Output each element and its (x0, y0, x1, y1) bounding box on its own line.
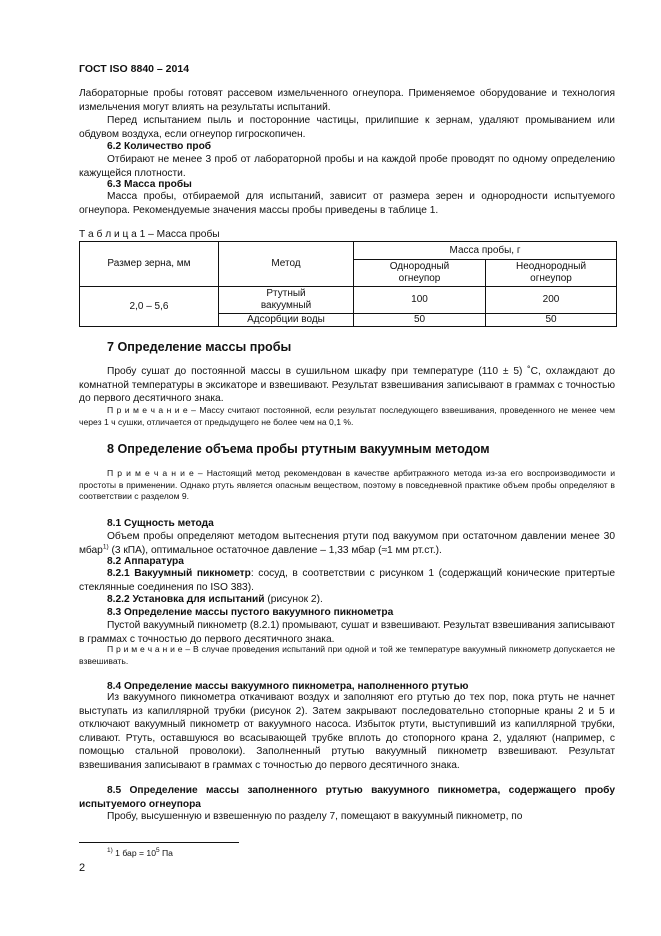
page-number: 2 (79, 862, 86, 874)
section-6-3-title: 6.3 Масса пробы (107, 179, 192, 190)
intro-paragraph-1: Лабораторные пробы готовят рассевом измельченного огнеупора. Применяемое оборудование и технология измельчения могут влиять на результаты испытаний. (79, 88, 615, 113)
footnote (107, 848, 173, 858)
section-8-2-title: 8.2 Аппаратура (107, 556, 184, 567)
cell-method-mercury-line2: вакуумный (260, 300, 312, 311)
section-8-2-1-body: : сосуд, в соответствии с рисунком 1 (содержащий конические притертые стеклянные соединения по ISO 383). (79, 568, 616, 593)
section-8-4-text: Из вакуумного пикнометра откачивают воздух и заполняют его ртутью до тех пор, пока ртуть не начнет выступать из капиллярной трубки (рисунок 2). Затем закрывают последовательно стопорные краны 2 и 5 и отключают вакуумный пикнометр от вакуумного насоса. Избыток ртути, выступивший из капиллярной трубки, сливают. Ртуть, оставшуюся во всасывающей трубке вплоть до стопорного крана 2, удаляют (например, с помощью стальной проволоки). Заполненный ртутью вакуумный пикнометр взвешивают. Результат взвешивания записывают в граммах с точностью до первого десятичного знака. (79, 692, 615, 771)
section-8-note: П р и м е ч а н и е – Настоящий метод рекомендован в качестве арбитражного метода из-за его воспроизводимости и простоты в применении. Однако ртуть является опасным веществом, поэтому в повседневной практике объем пробы определяют в соответствии с разделом 9. (79, 468, 615, 501)
section-7-heading: 7 Определение массы пробы (107, 340, 292, 354)
section-8-5-title: 8.5 Определение массы заполненного ртутью вакуумного пикнометра, содержащего пробу испытуемого огнеупора (79, 785, 615, 810)
section-8-2-1-title: 8.2.1 Вакуумный пикнометр (107, 568, 251, 579)
footnote-text-a: 1 бар = 10 (112, 848, 156, 858)
header-homogeneous (354, 260, 486, 287)
footnote-exponent: 5 (155, 847, 160, 855)
header-method: Метод (219, 242, 354, 287)
footnote-text-b: Па (159, 848, 173, 858)
section-7-text: Пробу сушат до постоянной массы в сушильном шкафу при температуре (110 ± 5) ˚С, охлаждают до комнатной температуры в эксикаторе и взвешивают. Результат взвешивания записывают в граммах с точностью до первого десятичного знака. (79, 366, 615, 404)
cell-water-homogeneous: 50 (354, 314, 486, 327)
header-inhomogeneous-line1: Неоднородный (515, 261, 587, 272)
section-8-heading: 8 Определение объема пробы ртутным вакуумным методом (107, 442, 490, 456)
section-8-2-2-title: 8.2.2 Установка для испытаний (107, 594, 265, 605)
cell-grain-size: 2,0 – 5,6 (80, 287, 219, 327)
section-8-5-text: Пробу, высушенную и взвешенную по разделу 7, помещают в вакуумный пикнометр, по (107, 811, 523, 822)
section-8-3-text: Пустой вакуумный пикнометр (8.2.1) промывают, сушат и взвешивают. Результат взвешивания записывают в граммах с точностью до первого десятичного знака. (79, 620, 615, 645)
section-8-1-text-a: Объем пробы определяют методом вытеснения ртути под вакуумом при остаточном давлении менее 30 мбар (79, 531, 615, 556)
document-header: ГОСТ ISO 8840 – 2014 (79, 63, 190, 75)
section-8-1-text (79, 530, 615, 557)
intro-paragraph-2: Перед испытанием пыль и посторонние частицы, прилипшие к зернам, удаляют промыванием или обдувом воздуха, если огнеупор гигроскопичен. (79, 115, 615, 140)
cell-method-mercury-line1: Ртутный (266, 288, 306, 299)
footnote-reference: 1) (102, 543, 109, 551)
header-grain-size: Размер зерна, мм (80, 242, 219, 287)
sample-mass-table (79, 241, 617, 327)
cell-mercury-homogeneous: 100 (354, 287, 486, 314)
section-8-3-note: П р и м е ч а н и е – В случае проведения испытаний при одной и той же температуре вакуумный пикнометр допускается не взвешивать. (79, 644, 615, 666)
footnote-divider (79, 842, 239, 843)
header-homogeneous-line2: огнеупор (398, 273, 441, 284)
header-inhomogeneous-line2: огнеупор (530, 273, 572, 284)
section-8-1-text-b: (3 кПА), оптимальное остаточное давление – 1,33 мбар (≈1 мм рт.ст.). (108, 544, 442, 556)
section-8-2-2-body: (рисунок 2). (264, 594, 323, 605)
cell-water-inhomogeneous: 50 (486, 314, 617, 327)
section-8-4-title: 8.4 Определение массы вакуумного пикнометра, наполненного ртутью (107, 681, 469, 692)
section-8-1-title: 8.1 Сущность метода (107, 518, 214, 529)
footnote-mark: 1) (107, 847, 113, 855)
section-7-note: П р и м е ч а н и е – Массу считают постоянной, если результат последующего взвешивания, проведенного не менее чем через 1 ч сушки, отличается от предыдущего не более чем на 0,1 %. (79, 405, 615, 427)
header-homogeneous-line1: Однородный (389, 261, 450, 272)
section-6-2-text: Отбирают не менее 3 проб от лабораторной пробы и на каждой пробе проводят по одному определению кажущейся плотности. (79, 154, 615, 179)
section-8-2-2-text (79, 593, 615, 607)
cell-method-mercury (219, 287, 354, 314)
cell-mercury-inhomogeneous: 200 (486, 287, 617, 314)
table-caption: Т а б л и ц а 1 – Масса пробы (79, 229, 220, 240)
section-6-2-title: 6.2 Количество проб (107, 141, 212, 152)
section-8-3-title: 8.3 Определение массы пустого вакуумного пикнометра (107, 607, 394, 618)
section-8-2-1-text (79, 567, 615, 594)
cell-method-water: Адсорбции воды (219, 314, 354, 327)
header-sample-mass: Масса пробы, г (354, 242, 617, 260)
header-inhomogeneous (486, 260, 617, 287)
section-6-3-text: Масса пробы, отбираемой для испытаний, зависит от размера зерен и однородности испытуемого огнеупора. Рекомендуемые значения массы пробы приведены в таблице 1. (79, 191, 615, 216)
